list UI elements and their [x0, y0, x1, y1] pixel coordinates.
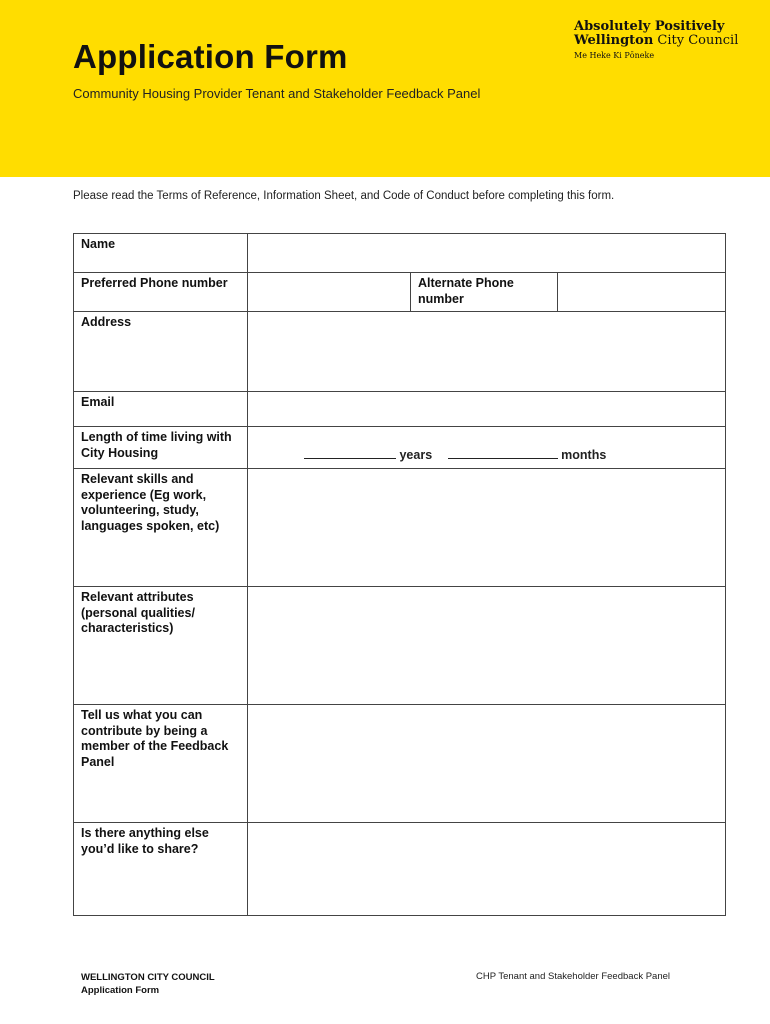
application-form-table: [73, 233, 726, 916]
skills-field[interactable]: [248, 469, 726, 587]
logo-line-3: Me Heke Ki Pōneke: [574, 51, 655, 60]
logo-line-2-rest: City Council: [653, 33, 739, 48]
alternate-phone-field[interactable]: [558, 273, 726, 312]
name-label: Name: [74, 234, 248, 273]
footer-org: WELLINGTON CITY COUNCIL: [81, 972, 215, 983]
logo-line-1: Absolutely Positively: [574, 19, 725, 34]
email-field[interactable]: [248, 392, 726, 427]
footer-left: [81, 971, 215, 997]
logo-line-2-bold: Wellington: [574, 33, 654, 48]
years-label: years: [399, 448, 433, 462]
length-of-time-label: Length of time living with City Housing: [74, 427, 248, 469]
preferred-phone-field[interactable]: [248, 273, 411, 312]
alternate-phone-label: Alternate Phone number: [411, 273, 558, 312]
address-label: Address: [74, 312, 248, 392]
name-field[interactable]: [248, 234, 726, 273]
attributes-field[interactable]: [248, 587, 726, 705]
header-banner: [0, 0, 770, 177]
address-field[interactable]: [248, 312, 726, 392]
footer-right: CHP Tenant and Stakeholder Feedback Panel: [476, 971, 671, 982]
years-blank[interactable]: [304, 450, 396, 459]
months-label: months: [561, 448, 607, 462]
preferred-phone-label: Preferred Phone number: [74, 273, 248, 312]
share-label: Is there anything else you’d like to share?: [74, 823, 248, 916]
contribute-field[interactable]: [248, 705, 726, 823]
page-title: Application Form: [73, 38, 348, 75]
council-logo: [574, 20, 744, 60]
months-blank[interactable]: [448, 450, 558, 459]
intro-text: Please read the Terms of Reference, Information Sheet, and Code of Conduct before completing this form.: [73, 190, 615, 202]
share-field[interactable]: [248, 823, 726, 916]
page-subtitle: Community Housing Provider Tenant and Stakeholder Feedback Panel: [73, 86, 481, 101]
attributes-label: Relevant attributes (personal qualities/ characteristics): [74, 587, 248, 705]
email-label: Email: [74, 392, 248, 427]
logo-line-2: [574, 34, 744, 48]
contribute-label: Tell us what you can contribute by being a member of the Feedback Panel: [74, 705, 248, 823]
length-of-time-field: [248, 427, 726, 469]
footer-doc: Application Form: [81, 985, 160, 996]
skills-label: Relevant skills and experience (Eg work, volunteering, study, languages spoken, etc): [74, 469, 248, 587]
